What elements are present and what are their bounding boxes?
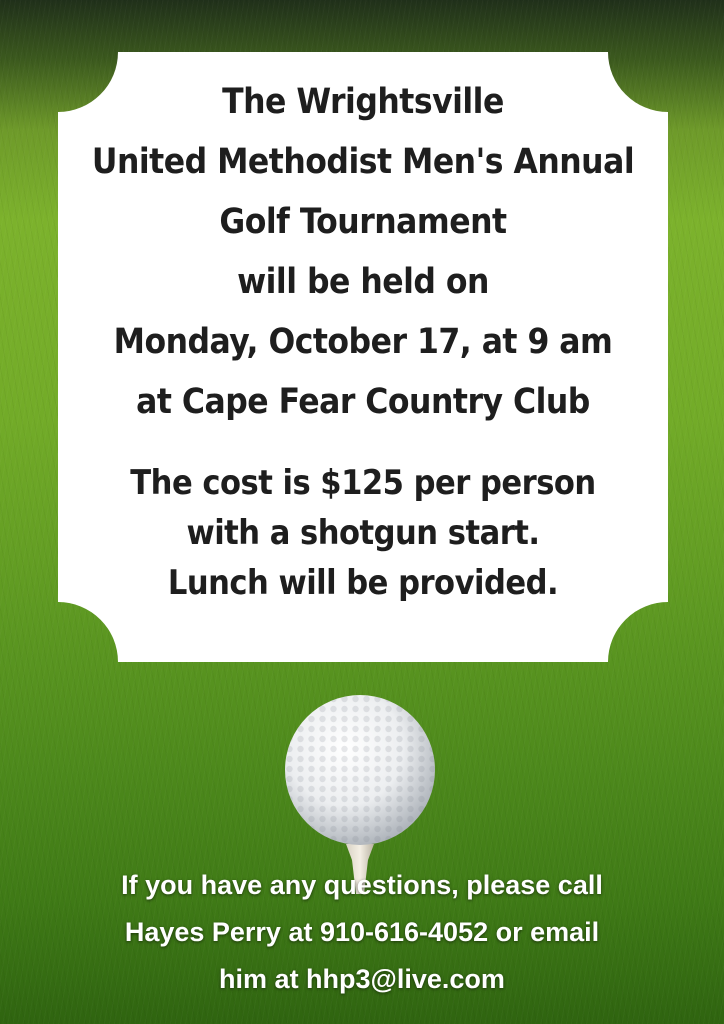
contact-line-1: If you have any questions, please call bbox=[121, 870, 603, 900]
contact-line-3: him at hhp3@live.com bbox=[219, 964, 505, 994]
title-line-4: will be held on bbox=[237, 262, 489, 302]
title-line-1: The Wrightsville bbox=[222, 82, 504, 122]
title-line-2: United Methodist Men's Annual bbox=[91, 142, 635, 182]
cost-line-3: Lunch will be provided. bbox=[167, 563, 559, 603]
contact-line-2: Hayes Perry at 910-616-4052 or email bbox=[124, 917, 600, 947]
title-line-3: Golf Tournament bbox=[219, 202, 507, 242]
card-text bbox=[58, 52, 668, 608]
event-date-line: Monday, October 17, at 9 am bbox=[113, 322, 613, 362]
announcement-card bbox=[58, 52, 668, 662]
contact-info bbox=[0, 862, 724, 1003]
cost-line-2: with a shotgun start. bbox=[186, 513, 540, 553]
cost-line-1: The cost is $125 per person bbox=[130, 463, 596, 503]
event-venue-line: at Cape Fear Country Club bbox=[136, 382, 590, 422]
